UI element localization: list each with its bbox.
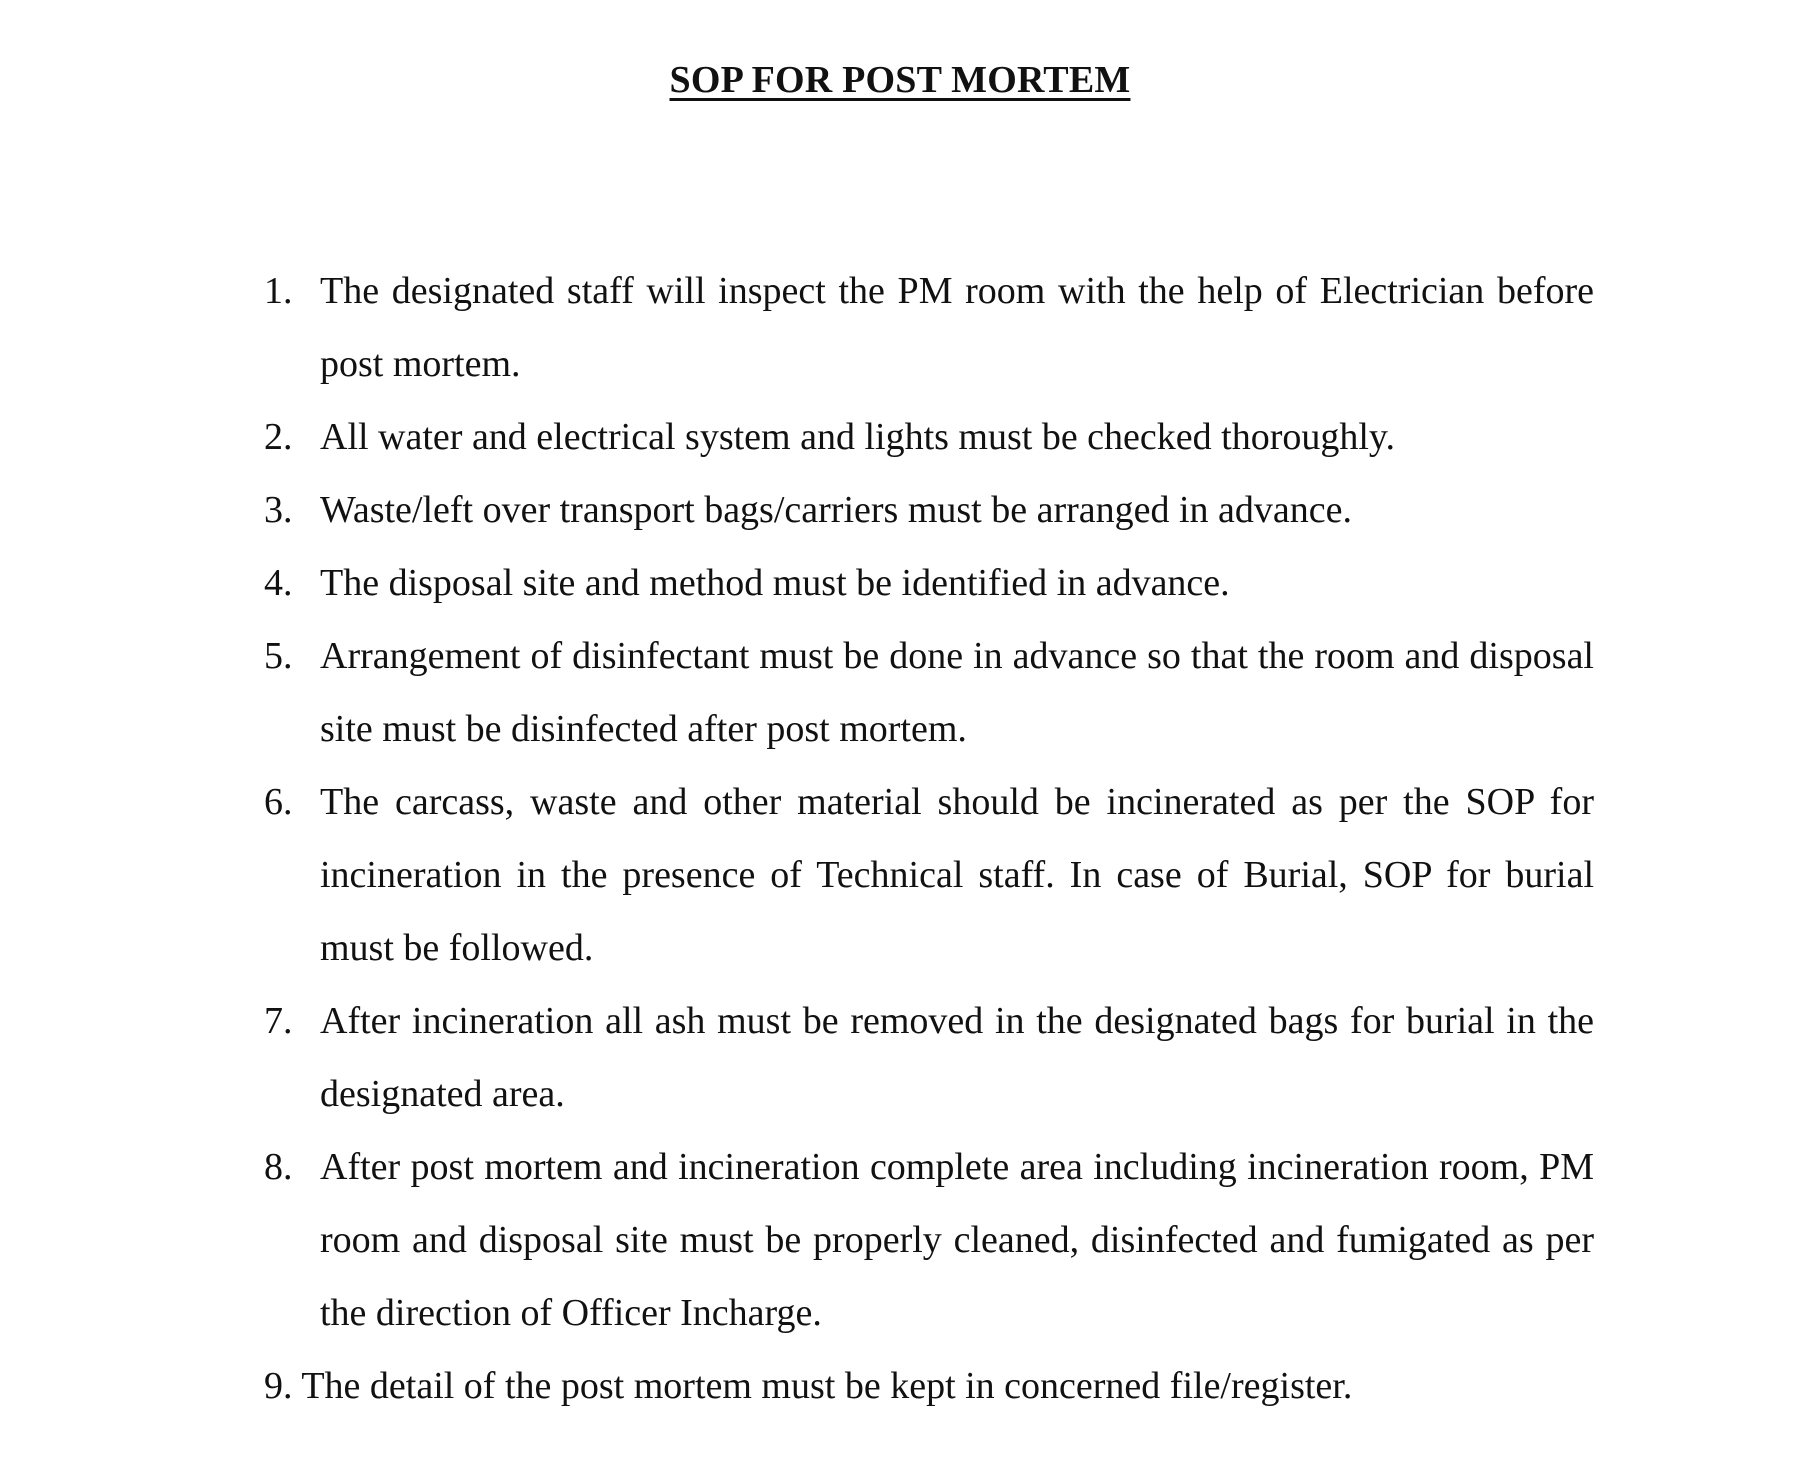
sop-item-9 [264,1350,1594,1423]
document-title: SOP FOR POST MORTEM [669,59,1131,101]
item-number: 7. [264,1000,293,1042]
sop-item-1 [264,255,1594,401]
item-text: The disposal site and method must be identified in advance. [320,562,1230,604]
item-number: 2. [264,416,293,458]
item-text: After post mortem and incineration complete area including incineration room, PM room and disposal site must be properly cleaned, disinfected and fumigated as per the direction of Officer Incharge. [320,1146,1594,1334]
sop-item-5 [264,620,1594,766]
item-number: 1. [264,270,293,312]
sop-item-7 [264,985,1594,1131]
item-number: 3. [264,489,293,531]
item-text: After incineration all ash must be removed in the designated bags for burial in the designated area. [320,1000,1594,1115]
sop-item-3 [264,474,1594,547]
item-text: Arrangement of disinfectant must be done in advance so that the room and disposal site must be disinfected after post mortem. [320,635,1594,750]
sop-item-2 [264,401,1594,474]
item-text: The designated staff will inspect the PM room with the help of Electrician before post mortem. [320,270,1594,385]
sop-item-6 [264,766,1594,985]
sop-item-8 [264,1131,1594,1350]
item-number: 6. [264,781,293,823]
item-number: 4. [264,562,293,604]
item-number: 9. [264,1365,293,1407]
item-text: Waste/left over transport bags/carriers must be arranged in advance. [320,489,1353,531]
sop-list [264,255,1594,1423]
item-text: The carcass, waste and other material should be incinerated as per the SOP for incineration in the presence of Technical staff. In case of Burial, SOP for burial must be followed. [320,781,1594,969]
item-text: The detail of the post mortem must be kept in concerned file/register. [301,1365,1353,1407]
item-number: 5. [264,635,293,677]
item-text: All water and electrical system and lights must be checked thoroughly. [320,416,1395,458]
sop-item-4 [264,547,1594,620]
item-number: 8. [264,1146,293,1188]
